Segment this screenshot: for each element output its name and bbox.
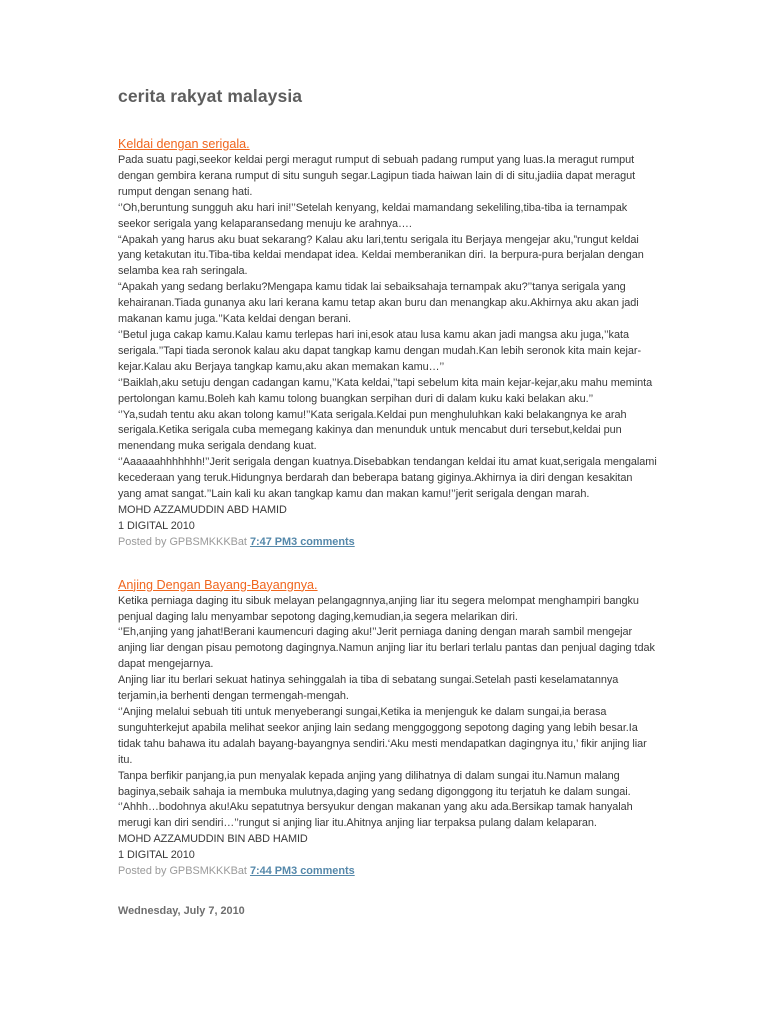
- post-footer: [118, 864, 658, 880]
- posted-by-text: Posted by GPBSMKKKBat: [118, 535, 250, 548]
- blog-title: cerita rakyat malaysia: [118, 86, 303, 106]
- post-body-line: pertolongan kamu.Boleh kah kamu tolong buangkan serpihan duri di dalam kuku kaki belakan aku.’’: [118, 392, 594, 405]
- post-body-line: 1 DIGITAL 2010: [118, 519, 195, 532]
- post-title-link[interactable]: Keldai dengan serigala.: [118, 137, 250, 151]
- post-2: [118, 576, 658, 880]
- post-body-line: yang ketakutan itu.Tiba-tiba keldai mendapat idea. Keldai memberanikan diri. Ia berpura-pura berjalan dengan: [118, 249, 644, 262]
- post-body-line: Tanpa berfikir panjang,ia pun menyalak kepada anjing yang dilihatnya di dalam sungai itu.Namun malang: [118, 769, 620, 782]
- post-body-line: kehairanan.Tiada gunanya aku lari kerana kamu tetap akan buru dan menangkap aku.Akhirnya aku akan jadi: [118, 297, 639, 310]
- post-body-line: 1 DIGITAL 2010: [118, 849, 195, 862]
- post-body: [118, 153, 658, 535]
- posted-by-text: Posted by GPBSMKKKBat: [118, 865, 250, 878]
- post-body-line: serigala.’’Tapi tiada seronok kalau aku dapat tangkap kamu dengan mudah.Kan lebih seronok kita main kejar-: [118, 344, 642, 357]
- date-header: Wednesday, July 7, 2010: [118, 904, 245, 917]
- post-body-line: serigala.Ketika serigala cuba memegang kakinya dan menunduk untuk mencabut duri tersebut,keldai pun: [118, 424, 622, 437]
- post-body-line: kejar.Kalau aku Berjaya tangkap kamu,aku akan memakan kamu…’’: [118, 360, 445, 373]
- post-body-line: terjamin,ia berhenti dengan termengah-mengah.: [118, 690, 349, 703]
- post-body-line: kecederaan yang teruk.Hidungnya berdarah dan beberapa batang giginya.Akhirnya ia diri dengan kesakitan: [118, 472, 633, 485]
- post-body-line: ‘’Baiklah,aku setuju dengan cadangan kamu,’’Kata keldai,’’tapi sebelum kita main kejar-kejar,aku mahu meminta: [118, 376, 653, 389]
- post-body-line: Pada suatu pagi,seekor keldai pergi meragut rumput di sebuah padang rumput yang luas.Ia meragut rumput: [118, 154, 635, 166]
- post-body-line: ‘’Aaaaaahhhhhhh!’’Jerit serigala dengan kuatnya.Disebabkan tendangan keldai itu amat kuat,serigala mengalami: [118, 456, 657, 469]
- post-body-line: tidak tahu bahawa itu adalah bayang-bayangnya sendiri.‘Aku mesti mendapatkan dagingnya itu,’ fikir anjing liar: [118, 737, 647, 750]
- post-body-line: itu.: [118, 753, 133, 766]
- post-body-line: yang amat sangat.’’Lain kali ku akan tangkap kamu dan makan kamu!’’jerit serigala dengan marah.: [118, 488, 590, 501]
- post-body-line: anjing liar dengan pisau pemotong dagingnya.Namun anjing liar itu berlari terlalu pantas dan penjual daging tdak: [118, 642, 655, 655]
- post-time-link[interactable]: 7:47 PM: [249, 535, 292, 548]
- post-body-line: Anjing liar itu berlari sekuat hatinya sehinggalah ia tiba di sebatang sungai.Setelah pasti keselamatannya: [118, 674, 619, 687]
- post-title-link[interactable]: Anjing Dengan Bayang-Bayangnya.: [118, 577, 318, 592]
- post-body-line: baginya,sebaik sahaja ia membuka mulutnya,daging yang sedang digonggong itu terjatuh ke dalam sungai.: [118, 785, 631, 798]
- post-body-line: MOHD AZZAMUDDIN BIN ABD HAMID: [118, 833, 308, 846]
- post-body-line: makanan kamu juga.’’Kata keldai dengan berani.: [118, 313, 352, 326]
- comments-link[interactable]: 3 comments: [291, 535, 355, 548]
- comments-link[interactable]: 3 comments: [291, 865, 355, 878]
- post-body-line: merugi kan diri sendiri…’’rungut si anjing liar itu.Ahitnya anjing liar terpaksa pulang dalam kelaparan.: [118, 817, 597, 830]
- post-footer: [118, 535, 658, 551]
- post-body-line: ‘’Ahhh…bodohnya aku!Aku sepatutnya bersyukur dengan makanan yang aku ada.Bersikap tamak hanyalah: [118, 801, 633, 814]
- post-body-line: ‘’Anjing melalui sebuah titi untuk menyeberangi sungai,Ketika ia menjenguk ke dalam sungai,ia berasa: [118, 706, 607, 718]
- post-1: [118, 135, 658, 551]
- post-body-line: MOHD AZZAMUDDIN ABD HAMID: [118, 503, 287, 516]
- post-body-line: ‘’Oh,beruntung sungguh aku hari ini!’’Setelah kenyang, keldai mamandang sekeliling,tiba-tiba ia ternampak: [118, 201, 628, 214]
- post-body-line: menendang muka serigala dendang kuat.: [118, 440, 317, 453]
- post-body-line: penjual daging lalu menyambar sepotong daging,kemudian,ia segera melarikan diri.: [118, 610, 518, 623]
- post-body-line: Ketika perniaga daging itu sibuk melayan pelangagnnya,anjing liar itu segera melompat menghampiri bangku: [118, 594, 639, 607]
- post-body-line: “Apakah yang harus aku buat sekarang? Kalau aku lari,tentu serigala itu Berjaya mengejar aku,”rungut keldai: [118, 233, 639, 246]
- post-body-line: ‘’Ya,sudah tentu aku akan tolong kamu!’’Kata serigala.Keldai pun menghuluhkan kaki belakangnya ke arah: [118, 408, 627, 421]
- blog-page: [118, 86, 658, 917]
- post-body-line: dengan gembira kerana rumput di situ sunguh segar.Lagipun tiada haiwan lain di di situ,jadiia dapat meragut: [118, 169, 636, 182]
- post-body-line: ‘’Eh,anjing yang jahat!Berani kaumencuri daging aku!’’Jerit perniaga daning dengan marah sambil mengejar: [118, 626, 633, 639]
- post-body-line: seekor serigala yang kelaparansedang menuju ke arahnya….: [118, 217, 412, 230]
- post-body-line: “Apakah yang sedang berlaku?Mengapa kamu tidak lai sebaiksahaja ternampak aku?’’tanya serigala yang: [118, 281, 626, 294]
- post-time-link[interactable]: 7:44 PM: [249, 865, 292, 878]
- post-body-line: rumput dengan senang hati.: [118, 185, 253, 198]
- post-body-line: sunguhterkejut apabila melihat seekor anjing lain sedang menggoggong sepotong daging yang lebih besar.Ia: [118, 721, 638, 734]
- post-body: [118, 594, 658, 864]
- post-body-line: selamba kea rah seringala.: [118, 265, 248, 278]
- post-body-line: ‘’Betul juga cakap kamu.Kalau kamu terlepas hari ini,esok atau lusa kamu akan jadi mangsa aku juga,’’kata: [118, 328, 629, 341]
- post-body-line: dapat mengejarnya.: [118, 658, 214, 671]
